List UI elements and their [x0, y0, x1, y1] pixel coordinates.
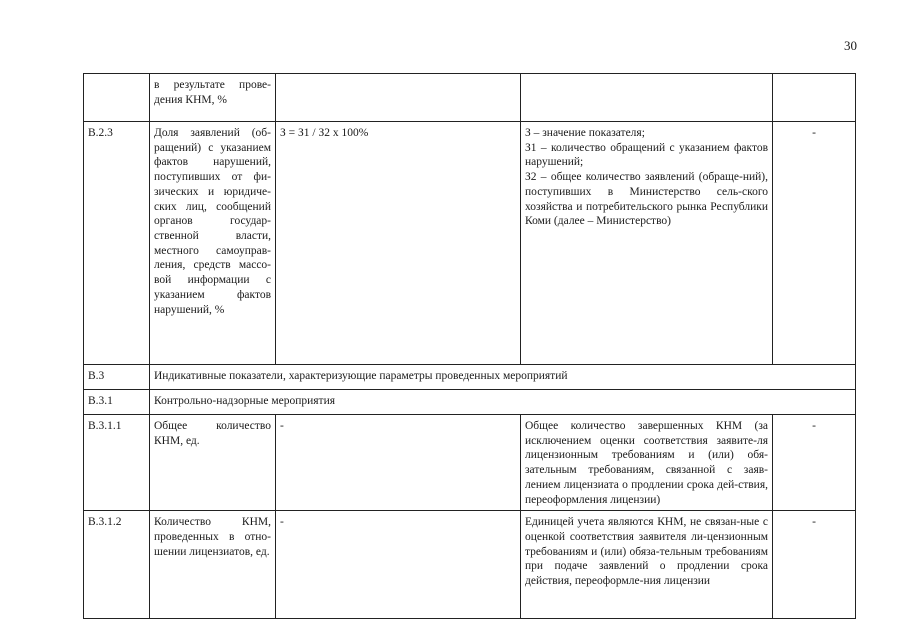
- subsection-title: Контрольно-надзорные мероприятия: [150, 390, 856, 415]
- cell-code: [84, 74, 150, 122]
- table-row-b-3-1-2: [84, 511, 856, 619]
- cell-formula: -: [276, 415, 521, 511]
- table-row-b-2-3: [84, 122, 856, 365]
- indicators-table: [83, 73, 856, 619]
- cell-name: Общее количество КНМ, ед.: [150, 415, 276, 511]
- cell-description: Единицей учета являются КНМ, не связан-ные с оценкой соответствия заявителя ли-цензионным требованиям и (или) обяза-тельным требованиям при подаче заявлений о продлении срока действия, переоформле-ния лицензии: [521, 511, 773, 619]
- cell-formula: З = З1 / З2 х 100%: [276, 122, 521, 365]
- cell-code: В.3.1.2: [84, 511, 150, 619]
- cell-value: -: [773, 415, 856, 511]
- table-row-b-3: [84, 365, 856, 390]
- cell-code: В.3: [84, 365, 150, 390]
- cell-formula: [276, 74, 521, 122]
- cell-description: Общее количество завершенных КНМ (за исключением оценки соответствия заявите-ля лицензионным требованиям и (или) обя-зательным требованиям, связанной с заяв-лением лицензиата о продлении срока дей-ствия, переоформления лицензии): [521, 415, 773, 511]
- cell-code: В.2.3: [84, 122, 150, 365]
- cell-code: В.3.1: [84, 390, 150, 415]
- cell-value: [773, 74, 856, 122]
- section-title: Индикативные показатели, характеризующие параметры проведенных мероприятий: [150, 365, 856, 390]
- table-row-continuation: [84, 74, 856, 122]
- cell-value: -: [773, 511, 856, 619]
- cell-formula: -: [276, 511, 521, 619]
- cell-description: З – значение показателя; З1 – количество обращений с указанием фактов нарушений; З2 – общее количество заявлений (обраще-ний), поступивших в Министерство сель-ского хозяйства и потребительского рынка Республики Коми (далее – Министерство): [521, 122, 773, 365]
- table-row-b-3-1: [84, 390, 856, 415]
- cell-name: в результате прове-дения КНМ, %: [150, 74, 276, 122]
- cell-code: В.3.1.1: [84, 415, 150, 511]
- cell-description: [521, 74, 773, 122]
- cell-name: Доля заявлений (об-ращений) с указанием фактов нарушений, поступивших от фи-зических и юридиче-ских лиц, сообщений органов государ-ственной власти, местного самоуправ-ления, средств массо-вой информации с указанием фактов нарушений, %: [150, 122, 276, 365]
- cell-value: -: [773, 122, 856, 365]
- cell-name: Количество КНМ, проведенных в отно-шении лицензиатов, ед.: [150, 511, 276, 619]
- page-number: 30: [844, 38, 857, 53]
- table-row-b-3-1-1: [84, 415, 856, 511]
